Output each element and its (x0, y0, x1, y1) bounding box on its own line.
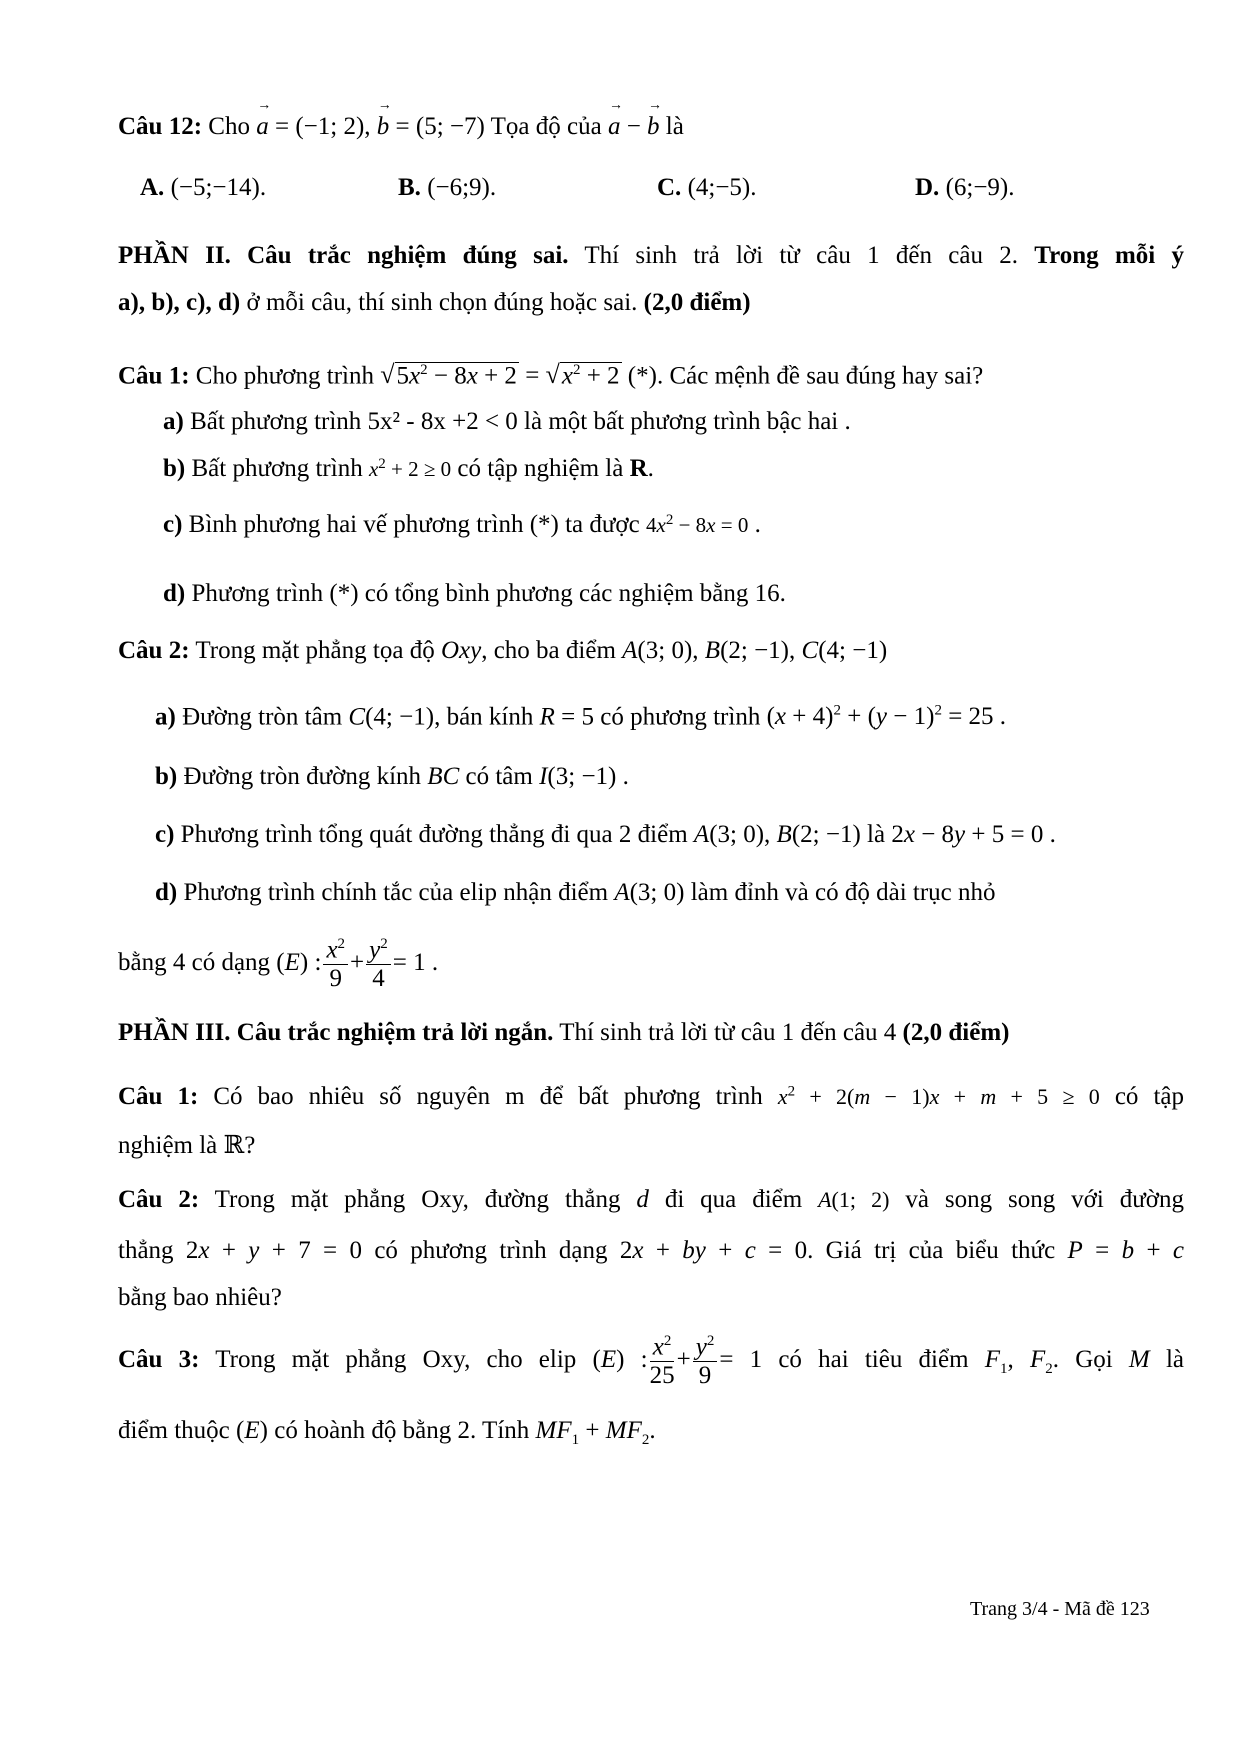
p3q1-stem-line2: nghiệm là ℝ? (118, 1132, 256, 1159)
q12-option-a: A. (−5;−14). (140, 174, 267, 201)
p3q2-stem-line1: Câu 2: Trong mặt phẳng Oxy, đường thẳng d đi qua điểm A(1; 2) và song song với đường (118, 1186, 1185, 1213)
q12-label: Câu 12: (118, 113, 203, 140)
q12-stem: Câu 12: Cho → a = (−1; 2), → b = (5; −7) Tọa độ của → a − → b là (118, 114, 684, 139)
p2q1-item-d: d) Phương trình (*) có tổng bình phương các nghiệm bằng 16. (163, 580, 786, 607)
p3q3-stem-line2: điểm thuộc (E) có hoành độ bằng 2. Tính $MF_1 + MF_2$. (118, 1417, 656, 1448)
part2-heading-line2: a), b), c), d) ở mỗi câu, thí sinh chọn đúng hoặc sai. (2,0 điểm) (118, 289, 751, 316)
q12-option-d: D. (6;−9). (915, 174, 1015, 201)
p2q2-item-a: a) Đường tròn tâm C(4; −1), bán kính R = 5 có phương trình $(x + 4)^2 + (y - 1)^2 = 25$ . (155, 703, 1007, 731)
part3-heading: PHẦN III. Câu trắc nghiệm trả lời ngắn. Thí sinh trả lời từ câu 1 đến câu 4 (2,0 điểm) (118, 1019, 1010, 1046)
p2q2-item-d-cont: bằng 4 có dạng (E) : $\frac{x^2}{9}$ + $\frac{y^2}{4}$ = 1 . (118, 936, 439, 992)
q12-option-b: B. (−6;9). (398, 174, 497, 201)
p3q2-stem-line3: bằng bao nhiêu? (118, 1284, 282, 1311)
p2q1-equation: $√5x^2 - 8x + 2 = √x^2 + 2$ (380, 360, 620, 390)
p2q1-item-a: a) Bất phương trình 5x² - 8x +2 < 0 là một bất phương trình bậc hai . (163, 408, 851, 435)
p2q1-item-c: c) Bình phương hai vế phương trình (*) ta được $4x^2 - 8x = 0$ . (163, 511, 761, 538)
p2q2-item-c: c) Phương trình tổng quát đường thẳng đi qua 2 điểm A(3; 0), B(2; −1) là 2x − 8y + 5 = 0 . (155, 821, 1056, 848)
page-footer: Trang 3/4 - Mã đề 123 (970, 1598, 1150, 1620)
p3q1-stem-line1: Câu 1: Có bao nhiêu số nguyên m để bất phương trình $x^2 + 2(m - 1)x + m + 5 \ge 0$ có tập (118, 1083, 1184, 1110)
q12-option-c: C. (4;−5). (657, 174, 757, 201)
p2q2-stem: Câu 2: Trong mặt phẳng tọa độ Oxy, cho ba điểm A(3; 0), B(2; −1), C(4; −1) (118, 637, 888, 664)
p3q3-stem-line1: Câu 3: Trong mặt phẳng Oxy, cho elip (E) : $\frac{x^2}{25}$ + $\frac{y^2}{9}$ = 1 có hai tiêu điểm $F_1$, $F_2$. Gọi M là (118, 1333, 1184, 1389)
p2q2-item-b: b) Đường tròn đường kính BC có tâm I(3; −1) . (155, 763, 629, 790)
p2q2-item-d: d) Phương trình chính tắc của elip nhận điểm A(3; 0) làm đỉnh và có độ dài trục nhỏ (155, 879, 996, 906)
p3q2-stem-line2: thẳng 2x + y + 7 = 0 có phương trình dạng 2x + by + c = 0. Giá trị của biểu thức P = b + c (118, 1237, 1185, 1264)
p2q1-item-b: b) Bất phương trình $x^2 + 2 \ge 0$ có tập nghiệm là R. (163, 455, 654, 482)
q12-vectors: → a = (−1; 2), → b = (5; −7) (256, 113, 485, 140)
p2q1-stem: Câu 1: Cho phương trình $√5x^2 - 8x + 2 = √x^2 + 2$ (*). Các mệnh đề sau đúng hay sai? (118, 360, 984, 390)
part2-heading-line1: PHẦN II. Câu trắc nghiệm đúng sai. Thí sinh trả lời từ câu 1 đến câu 2. Trong mỗi ý (118, 242, 1185, 269)
